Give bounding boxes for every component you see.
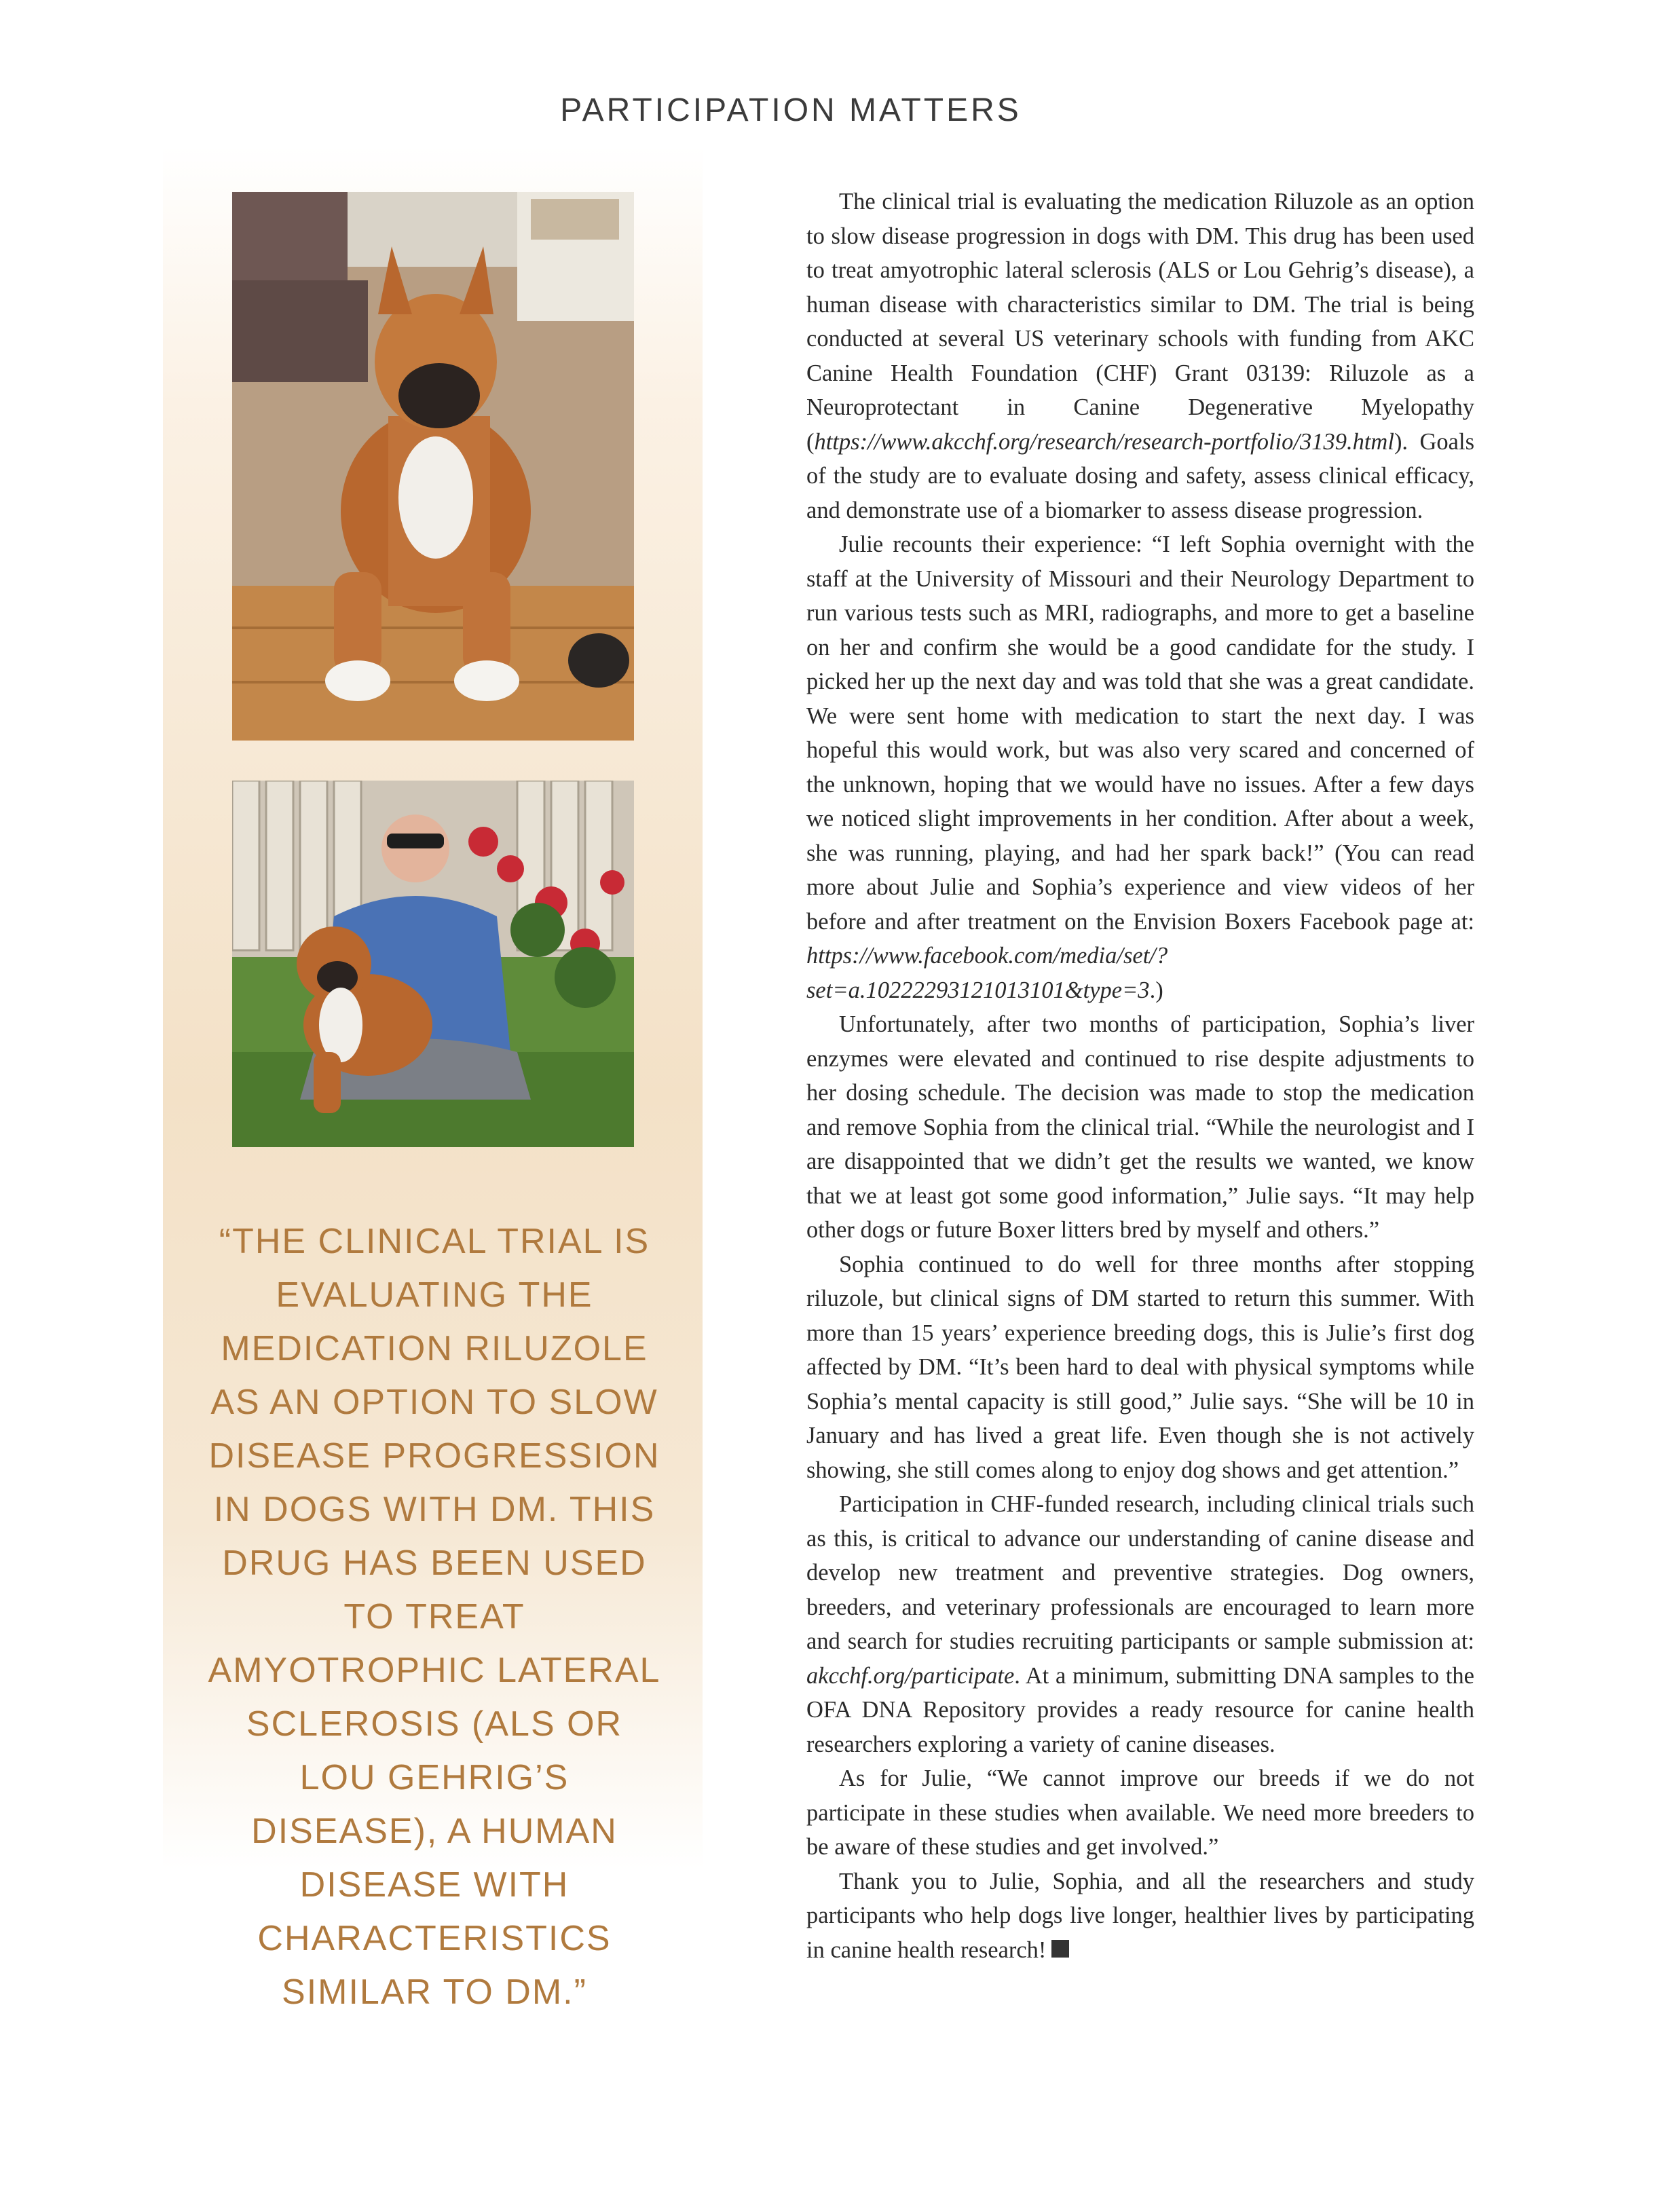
- facebook-link[interactable]: https://www.facebook.com/media/set/?set=a.10222293121013101&type=3: [806, 943, 1168, 1003]
- participate-link[interactable]: akcchf.org/participate: [806, 1662, 1015, 1689]
- article-paragraph: Unfortunately, after two months of participation, Sophia’s liver enzymes were elevated and continued to rise despite adjustments to her dosing schedule. The decision was made to stop the medication and remove Sophia from the clinical trial. “While the neurologist and I are disappointed that we didn’t get the results we wanted, we know that we at least got some good information,” Julie says. “It may help other dogs or future Boxer litters bred by myself and others.”: [806, 1011, 1474, 1243]
- end-of-article-square-icon: [1051, 1940, 1069, 1958]
- article-paragraph: Thank you to Julie, Sophia, and all the researchers and study participants who help dogs live longer, healthier lives by participating in canine health research!: [806, 1868, 1474, 1963]
- article-paragraph: Participation in CHF-funded research, including clinical trials such as this, is critical to advance our understanding of canine disease and develop new treatment and preventive strategies. Dog owners, breeders, and veterinary professionals are encouraged to learn more and search for studies recruiting participants or sample submission at: akcchf.org/participate. At a minimum, submitting DNA samples to the OFA DNA Repository provides a ready resource for canine health researchers exploring a variety of canine diseases.: [806, 1491, 1474, 1757]
- article-body: [806, 185, 1474, 1967]
- chf-grant-link[interactable]: https://www.akcchf.org/research/research-portfolio/3139.html: [814, 428, 1394, 455]
- woman-with-boxer-photo-icon: [232, 781, 634, 1147]
- boxer-dog-lying-photo-icon: [232, 192, 634, 741]
- section-title: PARTICIPATION MATTERS: [560, 92, 1022, 128]
- article-paragraph: Julie recounts their experience: “I left Sophia overnight with the staff at the University of Missouri and their Neurology Department to run various tests such as MRI, radiographs, and more to get a baseline on her and confirm she would be a good candidate for the study. I picked her up the next day and was told that she was a great candidate. We were sent home with medication to start the next day. I was hopeful this would work, but was also very scared and concerned of the unknown, hoping that we would have no issues. After a few days we noticed slight improvements in her condition. After about a week, she was running, playing, and had her spark back!” (You can read more about Julie and Sophia’s experience and view videos of her before and after treatment on the Envision Boxers Facebook page at: https://www.facebook.com/media/set/?set=a.10222293121013101&type=3.): [806, 531, 1474, 1003]
- article-paragraph: Sophia continued to do well for three months after stopping riluzole, but clinical signs of DM started to return this summer. With more than 15 years’ experience breeding dogs, this is Julie’s first dog affected by DM. “It’s been hard to deal with physical symptoms while Sophia’s mental capacity is still good,” Julie says. “She will be 10 in January and has lived a great life. Even though she is not actively showing, she still comes along to enjoy dog shows and get attention.”: [806, 1251, 1474, 1483]
- article-paragraph: The clinical trial is evaluating the medication Riluzole as an option to slow disease progression in dogs with DM. This drug has been used to treat amyotrophic lateral sclerosis (ALS or Lou Gehrig’s disease), a human disease with characteristics similar to DM. The trial is being conducted at several US veterinary schools with funding from AKC Canine Health Foundation (CHF) Grant 03139: Riluzole as a Neuroprotectant in Canine Degenerative Myelopathy (https://www.akcchf.org/research/research-portfolio/3139.html). Goals of the study are to evaluate dosing and safety, assess clinical efficacy, and demonstrate use of a biomarker to assess disease progression.: [806, 189, 1474, 523]
- pull-quote: “THE CLINICAL TRIAL IS EVALUATING THE MEDICATION RILUZOLE AS AN OPTION TO SLOW DISEASE PROGRESSION IN DOGS WITH DM. THIS DRUG HAS BEEN USED TO TREAT AMYOTROPHIC LATERAL SCLEROSIS (ALS OR LOU GEHRIG’S DISEASE), A HUMAN DISEASE WITH CHARACTERISTICS SIMILAR TO DM.”: [208, 1222, 661, 2012]
- article-paragraph: As for Julie, “We cannot improve our breeds if we do not participate in these studies when available. We need more breeders to be aware of these studies and get involved.”: [806, 1765, 1474, 1860]
